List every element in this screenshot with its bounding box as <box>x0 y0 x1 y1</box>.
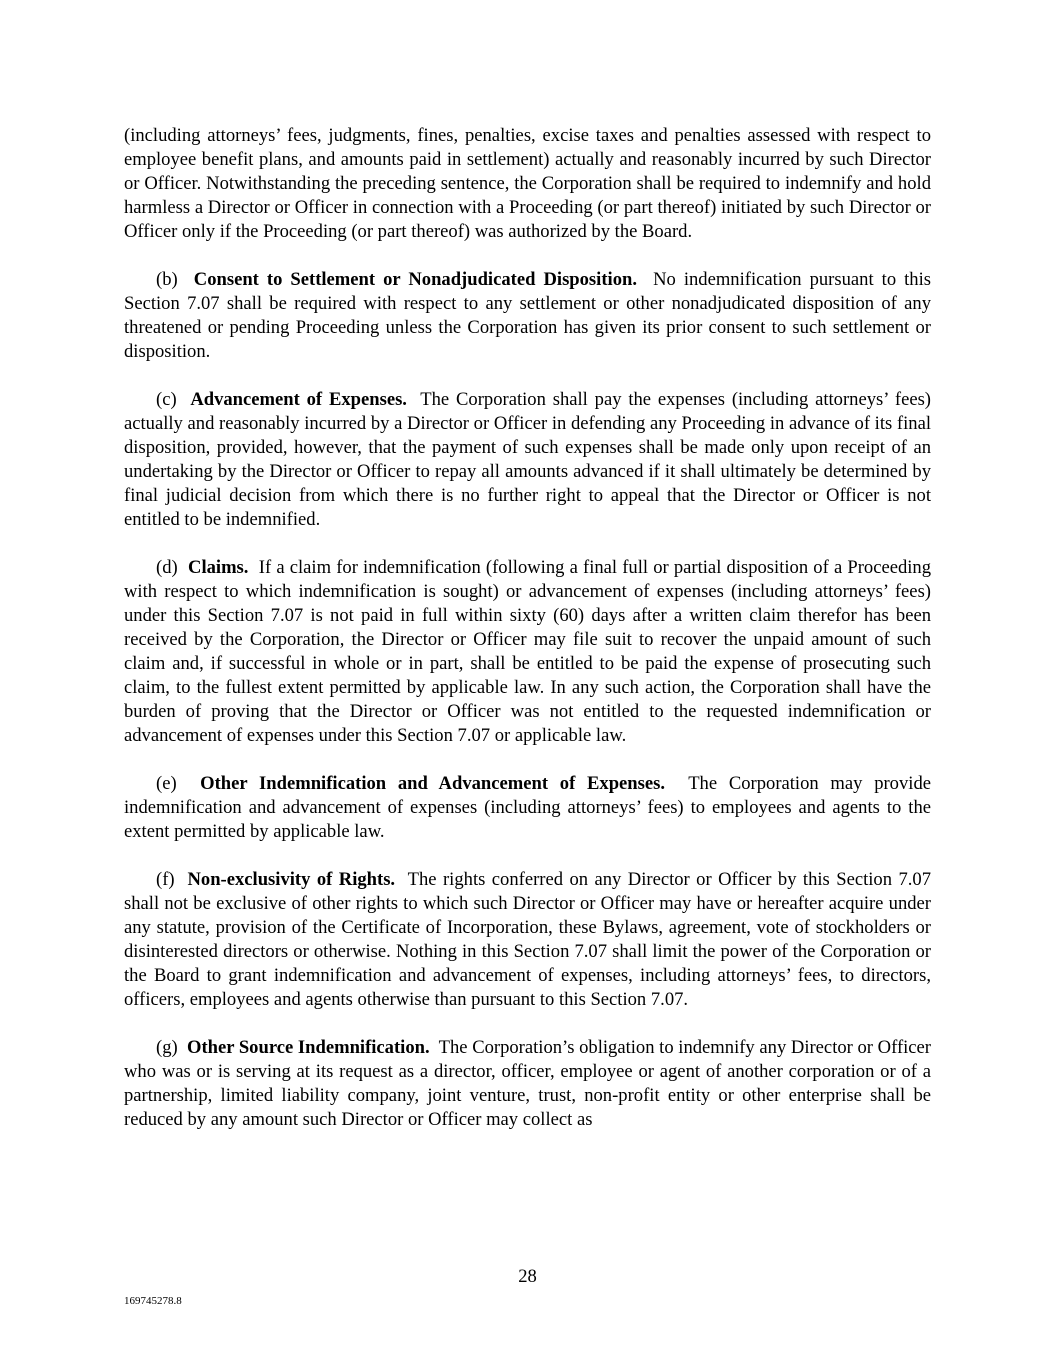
section-g-heading: Other Source Indemnification. <box>187 1037 430 1058</box>
section-g-text: The Corporation’s obligation to indemnify any Director or Officer who was or is serving at its request as a director, officer, employee or agent of another corporation or of a partnership, limited liability company, joint venture, trust, non-profit entity or other enterprise shall be reduced by any amount such Director or Officer may collect as <box>124 1037 931 1130</box>
section-e-text: The Corporation may provide indemnification and advancement of expenses (including attorneys’ fees) to employees and agents to the extent permitted by applicable law. <box>124 773 931 842</box>
section-d-heading: Claims. <box>188 557 249 578</box>
section-b-paragraph <box>124 268 931 364</box>
section-d-label: (d) <box>156 557 178 578</box>
section-f-paragraph <box>124 868 931 1012</box>
section-d-paragraph <box>124 556 931 748</box>
section-f-heading: Non-exclusivity of Rights. <box>187 869 396 890</box>
section-b-heading: Consent to Settlement or Nonadjudicated Disposition. <box>193 269 637 290</box>
section-g-paragraph <box>124 1036 931 1132</box>
document-body <box>124 124 931 1132</box>
continuation-paragraph: (including attorneys’ fees, judgments, fines, penalties, excise taxes and penalties assessed with respect to employee benefit plans, and amounts paid in settlement) actually and reasonably incurred by such Director or Officer. Notwithstanding the preceding sentence, the Corporation shall be required to indemnify and hold harmless a Director or Officer in connection with a Proceeding (or part thereof) initiated by such Director or Officer only if the Proceeding (or part thereof) was authorized by the Board. <box>124 125 931 242</box>
section-e-paragraph <box>124 772 931 844</box>
section-c-heading: Advancement of Expenses. <box>190 389 407 410</box>
section-b-label: (b) <box>156 269 178 290</box>
page-number: 28 <box>518 1266 537 1287</box>
document-id: 169745278.8 <box>124 1295 182 1307</box>
section-d-text: If a claim for indemnification (following a final full or partial disposition of a Proceeding with respect to which indemnification is sought) or advancement of expenses (including attorneys’ fees) under this Section 7.07 is not paid in full within sixty (60) days after a written claim therefor has been received by the Corporation, the Director or Officer may file suit to recover the unpaid amount of such claim and, if successful in whole or in part, shall be entitled to be paid the expense of prosecuting such claim, to the fullest extent permitted by applicable law. In any such action, the Corporation shall have the burden of proving that the Director or Officer was not entitled to the requested indemnification or advancement of expenses under this Section 7.07 or applicable law. <box>124 557 932 746</box>
section-f-text: The rights conferred on any Director or Officer by this Section 7.07 shall not be exclusive of other rights to which such Director or Officer may have or hereafter acquire under any statute, provision of the Certificate of Incorporation, these Bylaws, agreement, vote of stockholders or disinterested directors or otherwise. Nothing in this Section 7.07 shall limit the power of the Corporation or the Board to grant indemnification and advancement of expenses, including attorneys’ fees, to directors, officers, employees and agents otherwise than pursuant to this Section 7.07. <box>124 869 931 1010</box>
section-e-heading: Other Indemnification and Advancement of Expenses. <box>200 773 666 794</box>
section-b-text: No indemnification pursuant to this Section 7.07 shall be required with respect to any settlement or other nonadjudicated disposition of any threatened or pending Proceeding unless the Corporation has given its prior consent to such settlement or disposition. <box>124 269 932 362</box>
section-c-text: The Corporation shall pay the expenses (including attorneys’ fees) actually and reasonably incurred by a Director or Officer in defending any Proceeding in advance of its final disposition, provided, however, that the payment of such expenses shall be made only upon receipt of an undertaking by the Director or Officer to repay all amounts advanced if it shall ultimately be determined by final judicial decision from which there is no further right to appeal that the Director or Officer is not entitled to be indemnified. <box>124 389 931 530</box>
section-c-label: (c) <box>156 389 177 410</box>
section-f-label: (f) <box>156 869 175 890</box>
section-c-paragraph <box>124 388 931 532</box>
section-e-label: (e) <box>156 773 177 794</box>
section-g-label: (g) <box>156 1037 178 1058</box>
